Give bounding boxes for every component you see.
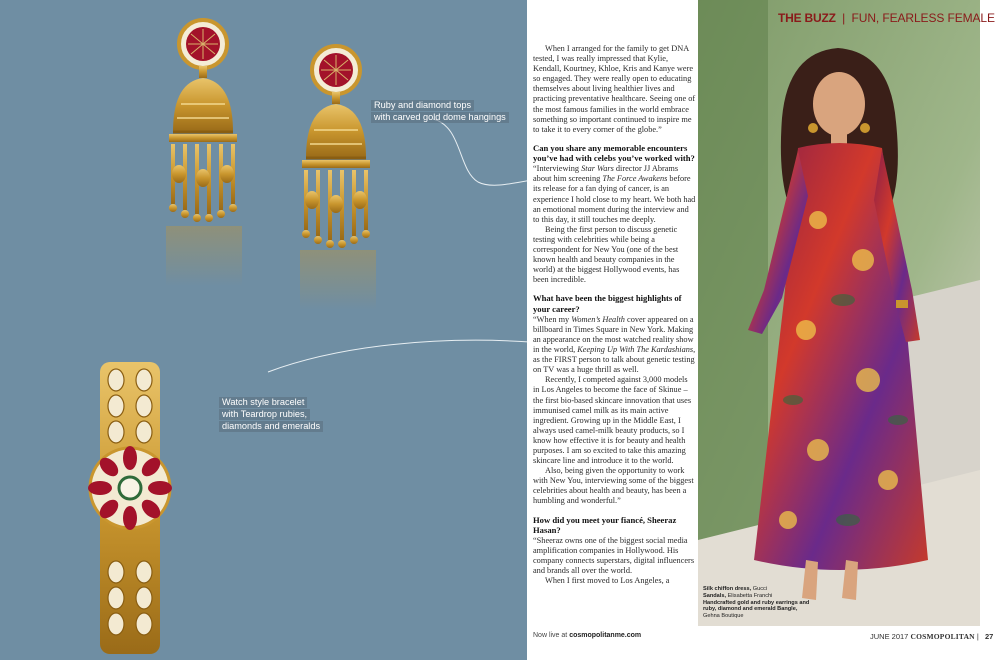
caption-sandals-brand: Elisabetta Franchi	[726, 592, 773, 599]
magazine-page	[527, 0, 995, 660]
model-photo-illustration	[698, 0, 980, 626]
answer-1-paragraph-2: Being the first person to discuss genetic testing with celebrities while being a correspondent for New You (one of the best known health and beauty companies in the world) at the biggest Hollywood events, has been incredible.	[533, 224, 680, 285]
question-1: Can you share any memorable encounters you’ve had with celebs you’ve worked with?	[533, 142, 695, 164]
earring-reflection-right	[300, 250, 376, 310]
answer-3-paragraph-1: “Sheeraz owns one of the biggest social media amplification companies in Hollywood. His company connects superstars, digital influencers and brands all over the world.	[533, 535, 695, 576]
answer-2-paragraph-3: Also, being given the opportunity to work with New You, interviewing some of the biggest celebrities about health and beauty, has been a humbling and wonderful.”	[533, 466, 694, 506]
callout-earrings-line-1: Ruby and diamond tops	[371, 100, 474, 111]
page-number: 27	[984, 632, 994, 641]
footer-separator: |	[976, 632, 979, 641]
article-body	[533, 44, 696, 586]
answer-1-italic-star-wars: Star Wars	[581, 164, 614, 174]
callout-bracelet-line-1: Watch style bracelet	[219, 397, 307, 408]
answer-2-text-a: “When my	[533, 314, 572, 324]
bracelet	[88, 362, 172, 654]
answer-1-paragraph-1	[533, 164, 696, 225]
caption-dress-label: Silk chiffon dress,	[703, 586, 752, 592]
callout-line-bracelet	[268, 340, 530, 372]
footer-folio	[870, 632, 993, 641]
section-tagline: FUN, FEARLESS FEMALE	[851, 11, 995, 25]
callout-bracelet-line-2: with Teardrop rubies,	[219, 409, 310, 420]
section-name: THE BUZZ	[778, 11, 836, 25]
model-photo	[698, 0, 980, 626]
answer-2-text-e: , as the FIRST person to talk about genetic testing on TV was a huge thrill as well.	[533, 345, 696, 375]
answer-1-text-e: before its release for a fan dying of cancer, is an experience I hold close to my heart. We both had an emotional moment during the interview and to this day, it still touches me deeply.	[533, 174, 696, 224]
answer-2-italic-kardashians: Keeping Up With The Kardashians	[577, 345, 694, 355]
answer-2-text-c: cover appeared on a billboard in Times Square in New York. Making an appearance on the most watched reality show in the world,	[533, 314, 694, 355]
header-separator: |	[842, 11, 846, 25]
photo-caption	[703, 586, 813, 620]
callout-earrings	[371, 100, 509, 124]
section-header	[778, 11, 995, 25]
callout-earrings-line-2: with carved gold dome hangings	[371, 112, 509, 123]
question-3: How did you meet your fiancé, Sheeraz Hasan?	[533, 514, 677, 535]
answer-3-paragraph-2: When I first moved to Los Angeles, a	[545, 576, 670, 586]
earring-left	[169, 20, 237, 222]
answer-2-paragraph-2: Recently, I competed against 3,000 models in Los Angeles to become the face of Skinue – the first bio-based skincare innovation that uses immunised camel milk as its main active ingredient. Growing up in the Middle East, I always used camel-milk beauty products, so I know how effective it is for beauty and health purposes. I am so excited to take this amazing skincare line and introduce it to the world.	[533, 375, 692, 466]
caption-jewellery-brand: Gehna Boutique	[703, 613, 744, 620]
earring-right	[302, 46, 370, 248]
callout-bracelet	[219, 397, 323, 433]
question-2: What have been the biggest highlights of your career?	[533, 293, 682, 314]
footer-site-link[interactable]: cosmopolitanme.com	[569, 632, 642, 639]
footer-live-prefix: Now live at	[533, 632, 570, 639]
answer-2-paragraph-1	[533, 315, 696, 376]
answer-2-italic-womens-health: Women’s Health	[571, 314, 625, 324]
answer-1-text-c: director JJ Abrams about him screening	[533, 164, 679, 184]
earring-reflection-left	[166, 226, 242, 286]
article-intro: When I arranged for the family to get DNA tested, I was really impressed that Kylie, Kendall, Kourtney, Khloe, Kris and Kanye were so engaged. They were really open to educating themselves about living healthier lives and practicing preventative healthcare. Seeing one of the most famous families in the world embrace something so important continued to inspire me to take it to every corner of the globe.”	[533, 44, 696, 134]
footer-date: JUNE 2017	[870, 632, 909, 641]
caption-sandals-label: Sandals,	[703, 592, 727, 599]
footer-website	[533, 632, 641, 639]
answer-1-italic-force-awakens: The Force Awakens	[602, 174, 668, 184]
footer-magazine-name: COSMOPOLITAN	[910, 632, 975, 641]
caption-dress-brand: Gucci	[751, 586, 768, 592]
callout-bracelet-line-3: diamonds and emeralds	[219, 421, 323, 432]
caption-jewellery-label: Handcrafted gold and ruby earrings and ruby, diamond and emerald Bangle,	[703, 599, 810, 613]
answer-1-text-a: “Interviewing	[533, 164, 582, 174]
